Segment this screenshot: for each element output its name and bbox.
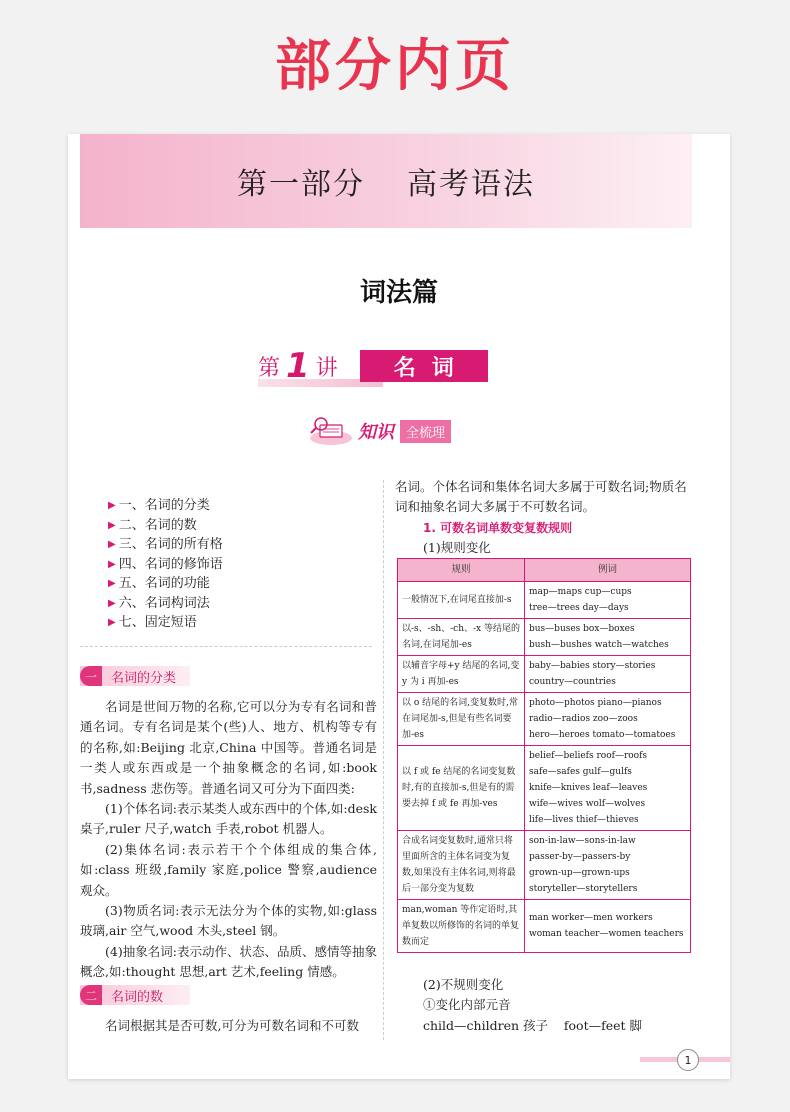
triangle-icon: ▶ [108, 500, 116, 511]
subheading-vowel: ①变化内部元音 [423, 997, 511, 1013]
table-row [398, 619, 691, 656]
paragraph: (1)个体名词:表示某类人或东西中的个体,如:desk 桌子,ruler 尺子,watch 手表,robot 机器人。 [80, 801, 377, 837]
triangle-icon: ▶ [108, 597, 116, 609]
example-line: radio—radios zoo—zoos [529, 714, 638, 724]
part-title: 高考语法 [407, 167, 535, 202]
examples-cell [525, 831, 691, 900]
paragraph: (2)集体名词:表示若干个个体组成的集合体,如:class 班级,family 家庭,police 警察,audience 观众。 [80, 841, 377, 898]
toc-item[interactable] [108, 574, 223, 594]
rule-cell: man,woman 等作定语时,其单复数以所修饰的名词的单复数而定 [398, 900, 525, 953]
knowledge-title: 知识 [358, 422, 394, 443]
rule-cell: 以 o 结尾的名词,变复数时,常在词尾加-s,但是有些名词要加-es [398, 693, 525, 746]
example-line: passer-by—passers-by [529, 852, 631, 862]
examples-cell [525, 900, 691, 953]
examples-cell [525, 656, 691, 693]
toc-item-label: 四、名词的修饰语 [118, 556, 223, 572]
toc-divider [80, 646, 372, 647]
toc-item[interactable] [108, 613, 223, 633]
rule-cell: 一般情况下,在词尾直接加-s [398, 582, 525, 619]
table-row [398, 746, 691, 831]
toc-item-label: 六、名词构词法 [118, 595, 210, 611]
example-line: tree—trees day—days [529, 603, 629, 613]
examples-cell [525, 619, 691, 656]
section-number: 一 [80, 666, 102, 686]
table-row [398, 900, 691, 953]
section-heading-number [80, 985, 190, 1005]
example-line: safe—safes gulf—gulfs [529, 767, 632, 777]
toc-item[interactable] [108, 496, 223, 516]
column-header-rule: 规则 [398, 559, 525, 582]
example-line: hero—heroes tomato—tomatoes [529, 730, 676, 740]
example-line: man worker—men workers [529, 913, 653, 923]
rule-cell: 以 f 或 fe 结尾的名词变复数时,有的直接加-s,但是有的需要去掉 f 或 fe 再加-ves [398, 746, 525, 831]
table-row [398, 831, 691, 900]
rule-cell: 合成名词变复数时,通常只将里面所含的主体名词变为复数,如果没有主体名词,则将最后一部分变为复数 [398, 831, 525, 900]
example-line: wife—wives wolf—wolves [529, 799, 646, 809]
page-number: 1 [677, 1049, 699, 1071]
lecture-suffix: 讲 [315, 355, 338, 381]
lecture-number: 1 [286, 346, 310, 386]
triangle-icon: ▶ [108, 519, 116, 531]
rule-cell: 以-s、-sh、-ch、-x 等结尾的名词,在词尾加-es [398, 619, 525, 656]
banner-title: 部分内页 [275, 34, 515, 99]
example-line: woman teacher—women teachers [529, 929, 684, 939]
toc-item-label: 二、名词的数 [118, 517, 197, 533]
rule-cell: 以辅音字母+y 结尾的名词,变 y 为 i 再加-es [398, 656, 525, 693]
lecture-topic: 名词 [360, 350, 488, 382]
paragraph: 名词。个体名词和集体名词大多属于可数名词;物质名词和抽象名词大多属于不可数名词。 [395, 479, 687, 515]
toc-item[interactable] [108, 594, 223, 614]
example-line: bush—bushes watch—watches [529, 640, 669, 650]
subheading-regular: (1)规则变化 [423, 540, 491, 556]
lecture-heading [258, 346, 488, 386]
triangle-icon: ▶ [108, 578, 116, 589]
example-line: baby—babies story—stories [529, 661, 656, 671]
book-page [68, 134, 730, 1079]
triangle-icon: ▶ [108, 558, 116, 570]
section-title: 词法篇 [359, 278, 438, 308]
table-row [398, 582, 691, 619]
toc-list [108, 496, 223, 633]
toc-item-label: 三、名词的所有格 [118, 537, 223, 552]
lecture-prefix: 第 [258, 355, 281, 381]
magnifier-book-icon [308, 416, 354, 446]
lecture-number-label [258, 346, 338, 386]
part-header [80, 134, 692, 228]
table-row [398, 656, 691, 693]
part-label: 第一部分 [237, 167, 365, 202]
knowledge-badge: 全梳理 [400, 420, 451, 443]
table-row [398, 693, 691, 746]
section-heading-classification [80, 666, 190, 686]
vowel-examples: child—children 孩子 foot—feet 脚 [423, 1017, 643, 1033]
example-line: knife—knives leaf—leaves [529, 783, 648, 793]
section-number: 二 [80, 985, 102, 1005]
examples-cell [525, 582, 691, 619]
toc-item[interactable] [108, 516, 223, 536]
examples-cell [525, 693, 691, 746]
paragraph: (3)物质名词:表示无法分为个体的实物,如:glass 玻璃,air 空气,wood 木头,steel 钢。 [80, 903, 377, 939]
right-column-top [395, 477, 695, 559]
example-line: grown-up—grown-ups [529, 868, 630, 878]
example-line: son-in-law—sons-in-law [529, 836, 636, 846]
paragraph: 名词是世间万物的名称,它可以分为专有名词和普通名词。专有名词是某个(些)人、地方、机构等专有的名称,如:Beijing 北京,China 中国等。普通名词是一类人或东西或是一个抽象概念的名词,如:book 书,sadness 悲伤等。普通名词又可分为下面四类: [80, 699, 377, 796]
toc-item-label: 五、名词的功能 [118, 576, 210, 591]
toc-item-label: 一、名词的分类 [118, 498, 210, 513]
section2-body [80, 1016, 377, 1036]
example-line: country—countries [529, 677, 616, 687]
triangle-icon: ▶ [108, 617, 116, 628]
example-line: bus—buses box—boxes [529, 624, 635, 634]
right-column-bottom [395, 975, 695, 1036]
plural-rules-table [397, 558, 691, 953]
column-divider [383, 480, 385, 1040]
paragraph: 名词根据其是否可数,可分为可数名词和不可数 [105, 1018, 359, 1033]
toc-item-label: 七、固定短语 [118, 615, 197, 630]
example-line: belief—beliefs roof—roofs [529, 751, 648, 761]
toc-item[interactable] [108, 535, 223, 555]
example-line: photo—photos piano—pianos [529, 698, 662, 708]
example-line: map—maps cup—cups [529, 587, 632, 597]
rule-title: 1. 可数名词单数变复数规则 [423, 520, 573, 535]
example-line: life—lives thief—thieves [529, 815, 639, 825]
example-line: storyteller—storytellers [529, 884, 638, 894]
subheading-irregular: (2)不规则变化 [423, 977, 504, 992]
paragraph: (4)抽象名词:表示动作、状态、品质、感情等抽象概念,如:thought 思想,art 艺术,feeling 情感。 [80, 943, 377, 980]
section-heading-label: 名词的数 [111, 989, 164, 1005]
section1-body [80, 697, 377, 983]
knowledge-banner [308, 416, 451, 446]
column-header-examples: 例词 [525, 559, 691, 582]
section-heading-label: 名词的分类 [111, 670, 177, 686]
examples-cell [525, 746, 691, 831]
toc-item[interactable] [108, 555, 223, 575]
table-header-row [398, 559, 691, 582]
triangle-icon: ▶ [108, 539, 116, 550]
